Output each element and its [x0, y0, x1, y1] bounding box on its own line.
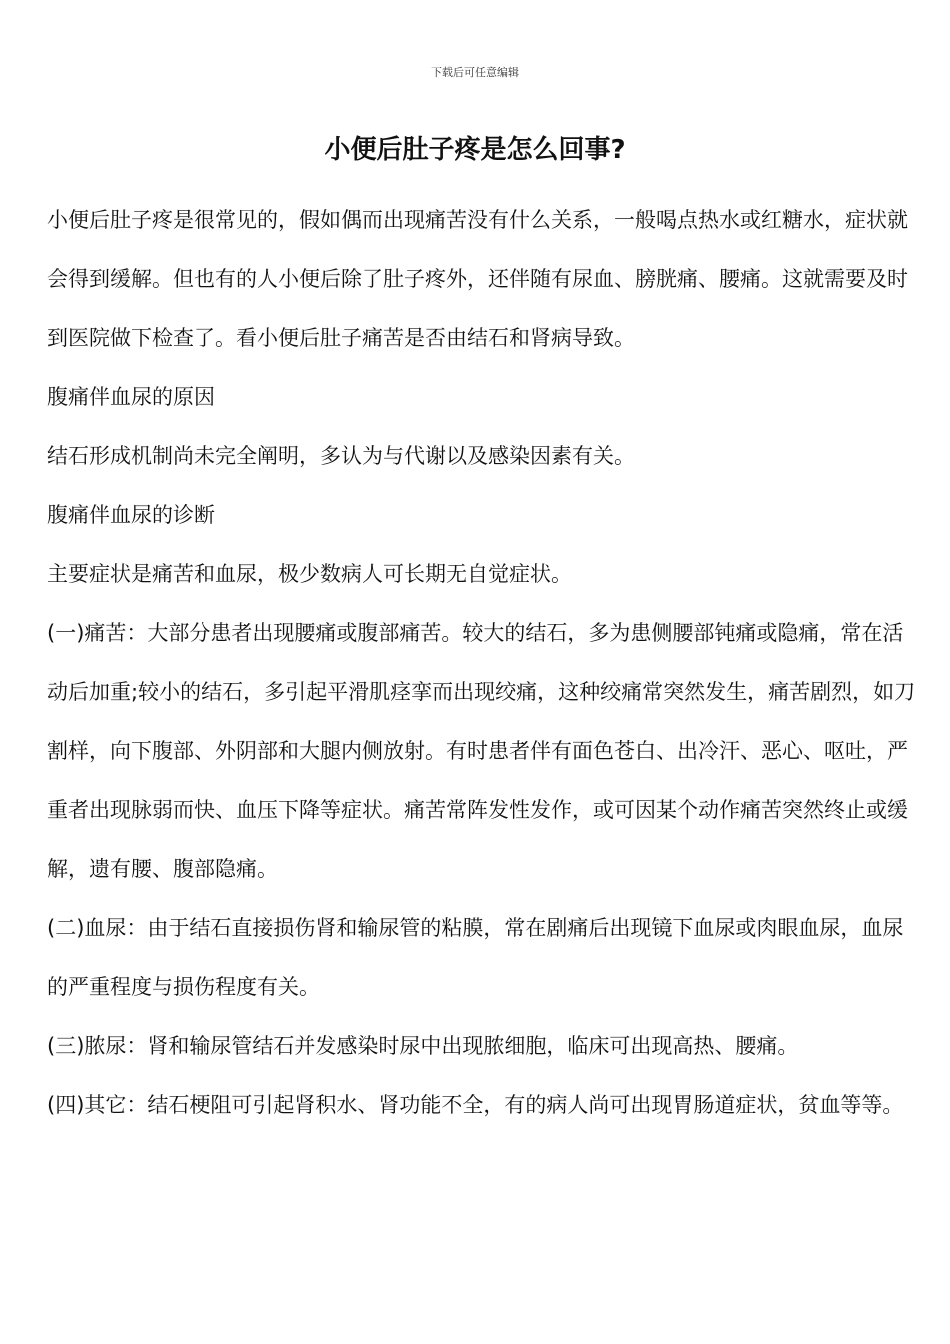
intro-paragraph: 小便后肚子疼是很常见的，假如偶而出现痛苦没有什么关系，一般喝点热水或红糖水，症状就会得到缓解。但也有的人小便后除了肚子疼外，还伴随有尿血、膀胱痛、腰痛。这就需要及时到医院做下检查了。看小便后肚子痛苦是否由结石和肾病导致。	[47, 208, 908, 350]
section-heading-cause: 腹痛伴血尿的原因	[47, 385, 215, 409]
cause-paragraph: 结石形成机制尚未完全阐明，多认为与代谢以及感染因素有关。	[47, 444, 635, 468]
pain-paragraph: (一)痛苦：大部分患者出现腰痛或腹部痛苦。较大的结石，多为患侧腰部钝痛或隐痛，常在活动后加重;较小的结石，多引起平滑肌痉挛而出现绞痛，这种绞痛常突然发生，痛苦剧烈，如刀割样，向下腹部、外阴部和大腿内侧放射。有时患者伴有面色苍白、出冷汗、恶心、呕吐，严重者出现脉弱而快、血压下降等症状。痛苦常阵发性发作，或可因某个动作痛苦突然终止或缓解，遗有腰、腹部隐痛。	[47, 621, 916, 881]
document-title: 小便后肚子疼是怎么回事?	[324, 135, 626, 165]
hematuria-paragraph: (二)血尿：由于结石直接损伤肾和输尿管的粘膜，常在剧痛后出现镜下血尿或肉眼血尿，血尿的严重程度与损伤程度有关。	[47, 916, 904, 999]
symptoms-summary-paragraph: 主要症状是痛苦和血尿，极少数病人可长期无自觉症状。	[47, 562, 572, 586]
pyuria-paragraph: (三)脓尿：肾和输尿管结石并发感染时尿中出现脓细胞，临床可出现高热、腰痛。	[47, 1034, 799, 1058]
other-symptoms-paragraph: (四)其它：结石梗阻可引起肾积水、肾功能不全，有的病人尚可出现胃肠道症状，贫血等等。	[47, 1093, 904, 1117]
section-heading-diagnosis: 腹痛伴血尿的诊断	[47, 503, 215, 527]
document-body	[47, 191, 917, 1135]
header-note: 下载后可任意编辑	[431, 66, 519, 79]
